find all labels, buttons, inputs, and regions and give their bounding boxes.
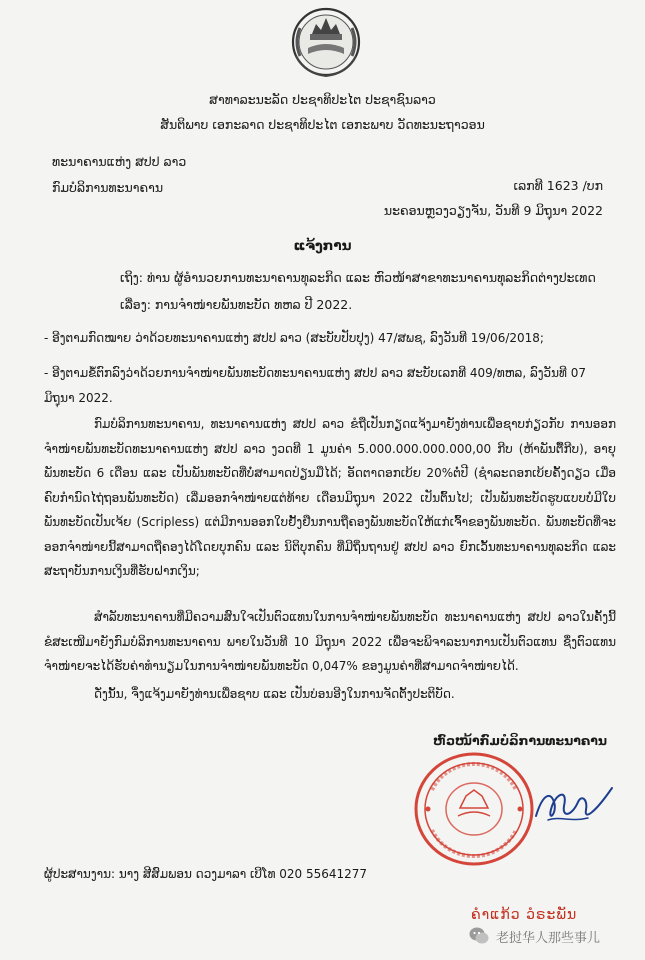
body-paragraph: ດັ່ງນັ້ນ, ຈຶ່ງແຈ້ງມາຍັງທ່ານເພື່ອຊາບ ແລະ ເປັນບ່ອນອີງໃນການຈັດຕັ້ງປະຕິບັດ. xyxy=(94,687,455,701)
contact-line: ຜູ້ປະສານງານ: ນາງ ສີສົມພອນ ດວງມາລາ ເບີໂທ 020 55641277 xyxy=(44,867,368,881)
watermark xyxy=(468,925,600,947)
body-paragraph: ສໍາລັບທະນາຄານທີ່ມີຄວາມສົນໃຈເປັນຕົວແທນໃນການຈໍາໜ່າຍພັນທະບັດ ທະນາຄານແຫ່ງ ສປປ ລາວໃນຄັ້ງນີ້ ຂໍສະເໜີມາຍັງກົມບໍລິການທະນາຄານ ພາຍໃນວັນທີ 10 ມິຖຸນາ 2022 ເພື່ອຈະພິຈາລະນາການເປັນຕົວແທນ ຊຶ່ງຕົວແທນຈໍາໜ່າຍຈະໄດ້ຮັບຄ່າທໍານຽມໃນການຈໍາໜ່າຍພັນທະບັດ 0,047% ຂອງມູນຄ່າທີ່ສາມາດຈໍາໜ່າຍໄດ້. xyxy=(44,610,616,673)
handwritten-signature xyxy=(528,776,618,836)
sender-org-line2: ກົມບໍລິການທະນາຄານ xyxy=(52,180,164,195)
document-number: ເລກທີ 1623 /ບກ xyxy=(513,178,603,193)
signatory-title: ຫົວໜ້າກົມບໍລິການທະນາຄານ xyxy=(433,733,607,748)
national-emblem-icon xyxy=(286,4,366,82)
country-line: ສາທາລະນະລັດ ປະຊາທິປະໄຕ ປະຊາຊົນລາວ xyxy=(209,92,436,107)
body-paragraph: ກົມບໍລິການທະນາຄານ, ທະນາຄານແຫ່ງ ສປປ ລາວ ຂໍຖືເປັນກຽດແຈ້ງມາຍັງທ່ານເພື່ອຊາບກ່ຽວກັບ ການອອກຈໍາໜ່າຍພັນທະບັດທະນາຄານແຫ່ງ ສປປ ລາວ ງວດທີ 1 ມູນຄ່າ 5.000.000.000.000,00 ກີບ (ຫ້າພັນຕື້ກີບ), ອາຍຸພັນທະບັດ 6 ເດືອນ ແລະ ເປັນພັນທະບັດທີ່ບໍ່ສາມາດປ່ຽນມືໄດ້; ອັດຕາດອກເບ້ຍ 20%ຕໍ່ປີ (ຊໍາລະດອກເບ້ຍຄັ້ງດຽວ ເມື່ອຄົບກໍານົດໄຖ່ຖອນພັນທະບັດ) ເລີ່ມອອກຈໍາໜ່າຍແຕ່ທ້າຍ ເດືອນມິຖຸນາ 2022 ເປັນຕົ້ນໄປ; ເປັນພັນທະບັດຮູບແບບບໍ່ມີໃບພັນທະບັດເປັນເຈ້ຍ (Scripless) ແຕ່ມີການອອກໃບຢັ້ງຢືນການຖືຄອງພັນທະບັດໃຫ້ແກ່ເຈົ້າຂອງພັນທະບັດ. ພັນທະບັດທີ່ຈະອອກຈໍາໜ່າຍນີ້ສາມາດຖືຄອງໄດ້ໂດຍບຸກຄົນ ແລະ ນິຕິບຸກຄົນ ທີ່ມີຖິ່ນຖານຢູ່ ສປປ ລາວ ຍົກເວັ້ນທະນາຄານທຸລະກິດ ແລະ ສະຖາບັນການເງິນທີ່ຮັບຝາກເງິນ; xyxy=(44,417,616,578)
subject-line: ເລື່ອງ: ການຈໍາໜ່າຍພັນທະບັດ ທຫລ ປີ 2022. xyxy=(120,297,353,312)
official-stamp-icon xyxy=(412,750,536,868)
sender-org-line1: ທະນາຄານແຫ່ງ ສປປ ລາວ xyxy=(52,154,187,169)
chat-bubble-icon xyxy=(468,925,490,947)
motto-line: ສັນຕິພາບ ເອກະລາດ ປະຊາທິປະໄຕ ເອກະພາບ ວັດທະນະຖາວອນ xyxy=(160,117,485,132)
signer-name: ຄໍາແກ້ວ ວໍຣະພັນ xyxy=(471,907,578,923)
document-date: ນະຄອນຫຼວງວຽງຈັນ, ວັນທີ 9 ມິຖຸນາ 2022 xyxy=(383,203,603,218)
recipient-line: ເຖິງ: ທ່ານ ຜູ້ອໍານວຍການທະນາຄານທຸລະກິດ ແລະ ຫົວໜ້າສາຂາທະນາຄານທຸລະກິດຕ່າງປະເທດ xyxy=(120,270,596,285)
reference-item: - ອີງຕາມຂໍ້ຕົກລົງວ່າດ້ວຍການຈໍາໜ່າຍພັນທະບັດທະນາຄານແຫ່ງ ສປປ ລາວ ສະບັບເລກທີ 409/ທຫລ, ລົງວັນທີ 07 ມິຖຸນາ 2022. xyxy=(44,366,586,405)
reference-item: - ອີງຕາມກົດໝາຍ ວ່າດ້ວຍທະນາຄານແຫ່ງ ສປປ ລາວ (ສະບັບປັບປຸງ) 47/ສພຊ, ລົງວັນທີ 19/06/2018; xyxy=(44,331,544,345)
watermark-text: 老挝华人那些事儿 xyxy=(496,930,601,946)
document-title: ແຈ້ງການ xyxy=(293,238,352,254)
